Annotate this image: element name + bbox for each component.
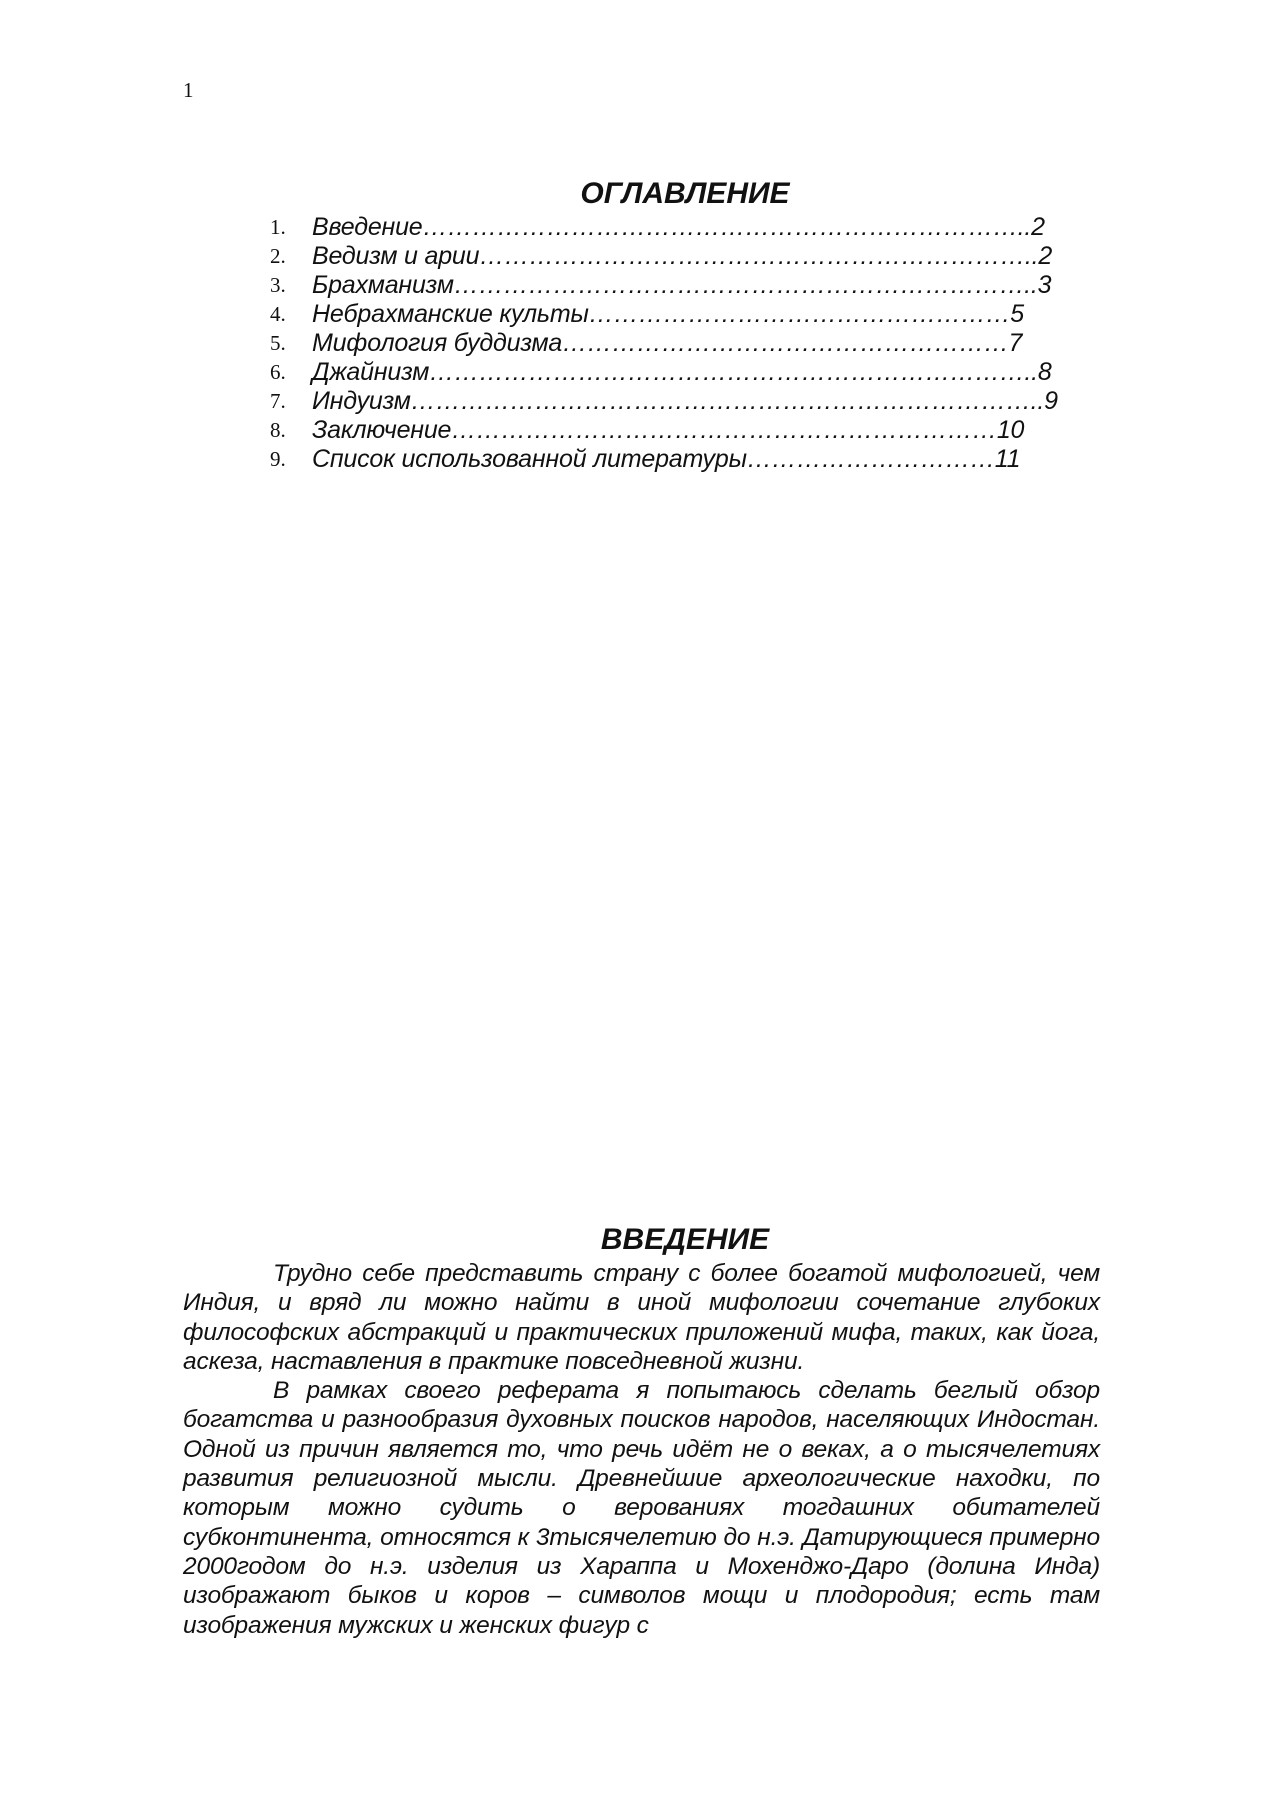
toc-item-number: 4. (270, 302, 286, 326)
toc-item-number: 7. (270, 389, 286, 413)
table-of-contents (270, 213, 1070, 474)
toc-item-text: Джайнизм………………………………………………………………..8 (312, 358, 1052, 386)
toc-item-vedism (270, 242, 1070, 271)
toc-item-text: Брахманизм……………………………………………………………..3 (312, 271, 1052, 299)
toc-item-text: Список использованной литературы…………………………11 (312, 445, 1021, 473)
toc-item-buddhism (270, 329, 1070, 358)
toc-item-brahmanism (270, 271, 1070, 300)
introduction-body (183, 1259, 1100, 1640)
toc-item-text: Мифология буддизма………………………………………………7 (312, 329, 1023, 357)
introduction-paragraph: В рамках своего реферата я попытаюсь сделать беглый обзор богатства и разнообразия духовных поисков народов, населяющих Индостан. Одной из причин является то, что речь идёт не о веках, а о тысячелетиях развития религиозной мысли. Древнейшие археологические находки, по которым можно судить о верованиях тогдашних обитателей субконтинента, относятся к 3тысячелетию до н.э. Датирующиеся примерно 2000годом до н.э. изделия из Хараппа и Мохенджо-Даро (долина Инда) изображают быков и коров – символов мощи и плодородия; есть там изображения мужских и женских фигур с (183, 1377, 1100, 1639)
toc-item-jainism (270, 358, 1070, 387)
introduction-paragraph: Трудно себе представить страну с более богатой мифологией, чем Индия, и вряд ли можно найти в иной мифологии сочетание глубоких философских абстракций и практических приложений мифа, таких, как йога, аскеза, наставления в практике повседневной жизни. (183, 1260, 1100, 1375)
toc-item-number: 9. (270, 447, 286, 471)
toc-item-text: Ведизм и арии…………………………………………………………..2 (312, 242, 1053, 270)
toc-item-text: Заключение…………………………………………………………10 (312, 416, 1025, 444)
toc-item-number: 6. (270, 360, 286, 384)
toc-item-number: 1. (270, 215, 286, 239)
toc-item-number: 5. (270, 331, 286, 355)
toc-item-non-brahmanic-cults (270, 300, 1070, 329)
toc-item-text: Введение………………………………………………………………..2 (312, 213, 1045, 241)
toc-title: ОГЛАВЛЕНИЕ (580, 177, 790, 210)
toc-item-conclusion (270, 416, 1070, 445)
toc-item-bibliography (270, 445, 1070, 474)
page-number: 1 (183, 78, 194, 102)
toc-item-introduction (270, 213, 1070, 242)
toc-item-number: 8. (270, 418, 286, 442)
toc-item-text: Индуизм…………………………………………………………………..9 (312, 387, 1058, 415)
toc-item-hinduism (270, 387, 1070, 416)
toc-item-text: Небрахманские культы……………………………………………5 (312, 300, 1024, 328)
introduction-title: ВВЕДЕНИЕ (600, 1223, 770, 1256)
toc-item-number: 3. (270, 273, 286, 297)
toc-item-number: 2. (270, 244, 286, 268)
